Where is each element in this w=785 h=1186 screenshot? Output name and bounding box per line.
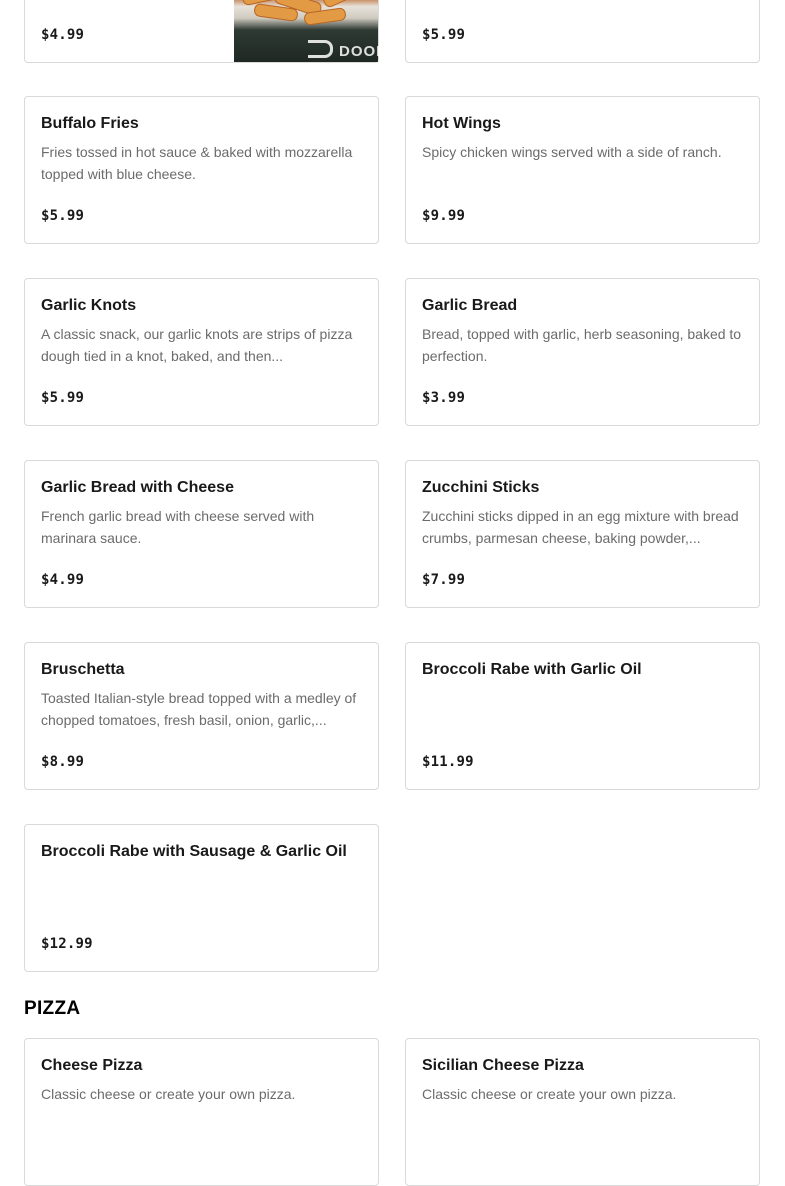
menu-item-card[interactable] bbox=[24, 278, 379, 426]
item-name: Zucchini Sticks bbox=[422, 479, 540, 496]
menu-item-card[interactable] bbox=[24, 642, 379, 790]
item-description: Classic cheese or create your own pizza. bbox=[41, 1086, 296, 1102]
item-price: $4.99 bbox=[41, 27, 85, 43]
menu-item-card[interactable] bbox=[405, 642, 760, 790]
section-heading-pizza: PIZZA bbox=[24, 998, 81, 1019]
menu-item-card[interactable] bbox=[405, 0, 760, 63]
item-description: Zucchini sticks dipped in an egg mixture with bread crumbs, parmesan cheese, baking powder,... bbox=[422, 508, 739, 546]
menu-item-card[interactable] bbox=[24, 460, 379, 608]
item-price: $5.99 bbox=[422, 27, 466, 43]
item-name: Garlic Knots bbox=[41, 297, 137, 314]
item-price: $7.99 bbox=[422, 572, 466, 588]
item-name: Broccoli Rabe with Sausage & Garlic Oil bbox=[41, 843, 347, 860]
item-name: Buffalo Fries bbox=[41, 115, 139, 132]
item-name: Hot Wings bbox=[422, 115, 501, 132]
menu-item-card[interactable] bbox=[405, 278, 760, 426]
item-description: French garlic bread with cheese served with marinara sauce. bbox=[41, 508, 315, 546]
item-price: $3.99 bbox=[422, 390, 466, 406]
menu-item-card[interactable] bbox=[24, 1038, 379, 1186]
item-name: Garlic Bread bbox=[422, 297, 518, 314]
doordash-logo-icon: DOOR bbox=[308, 40, 388, 60]
item-name: Sicilian Cheese Pizza bbox=[422, 1057, 584, 1074]
item-price: $11.99 bbox=[422, 754, 474, 770]
item-price: $5.99 bbox=[41, 390, 85, 406]
item-description: Bread, topped with garlic, herb seasoning, baked to perfection. bbox=[422, 326, 742, 364]
item-price: $8.99 bbox=[41, 754, 85, 770]
menu-item-card[interactable] bbox=[405, 460, 760, 608]
item-name: Broccoli Rabe with Garlic Oil bbox=[422, 661, 642, 678]
menu-item-card[interactable] bbox=[405, 96, 760, 244]
item-description: Fries tossed in hot sauce & baked with mozzarella topped with blue cheese. bbox=[41, 144, 353, 182]
item-price: $5.99 bbox=[41, 208, 85, 224]
item-description: Toasted Italian-style bread topped with a medley of chopped tomatoes, fresh basil, onion, garlic,... bbox=[41, 690, 357, 728]
item-name: Garlic Bread with Cheese bbox=[41, 479, 234, 496]
item-photo bbox=[234, 0, 388, 62]
menu-item-card[interactable] bbox=[24, 824, 379, 972]
item-price: $12.99 bbox=[41, 936, 93, 952]
item-name: Bruschetta bbox=[41, 661, 125, 678]
menu-item-card[interactable] bbox=[24, 96, 379, 244]
item-description: Spicy chicken wings served with a side of ranch. bbox=[422, 144, 722, 160]
item-description: A classic snack, our garlic knots are strips of pizza dough tied in a knot, baked, and then... bbox=[41, 326, 353, 364]
item-name: Cheese Pizza bbox=[41, 1057, 143, 1074]
item-price: $9.99 bbox=[422, 208, 466, 224]
menu-item-card[interactable] bbox=[24, 0, 388, 63]
menu-item-card[interactable] bbox=[405, 1038, 760, 1186]
item-price: $4.99 bbox=[41, 572, 85, 588]
item-description: Classic cheese or create your own pizza. bbox=[422, 1086, 677, 1102]
